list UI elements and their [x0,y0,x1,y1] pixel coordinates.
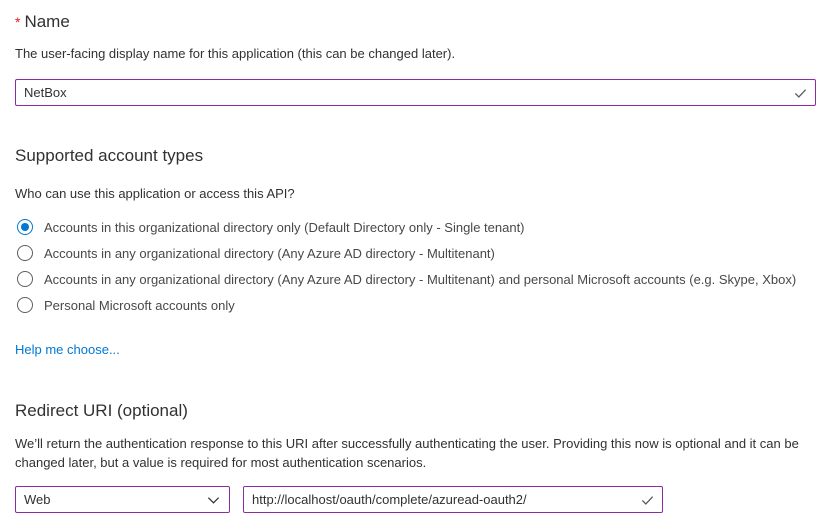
platform-dropdown-value: Web [24,492,51,507]
radio-option[interactable] [15,266,816,292]
name-title-text: Name [24,12,70,31]
radio-option[interactable] [15,214,816,240]
radio-option[interactable] [15,292,816,318]
required-asterisk: * [15,14,21,30]
radio-option-label: Personal Microsoft accounts only [44,297,235,313]
chevron-down-icon [206,492,221,507]
redirect-uri-title: Redirect URI (optional) [15,401,188,420]
radio-button[interactable] [17,271,33,287]
radio-option-label: Accounts in any organizational directory (Any Azure AD directory - Multitenant) and personal Microsoft accounts (e.g. Skype, Xbox) [44,271,797,287]
radio-button[interactable] [17,245,33,261]
redirect-uri-description: We’ll return the authentication response to this URI after successfully authenticating the user. Providing this now is optional and it can be changed later, but a value is required for most authentication scenarios. [15,436,799,470]
radio-option-label: Accounts in any organizational directory (Any Azure AD directory - Multitenant) [44,245,495,261]
redirect-uri-input[interactable] [243,486,663,513]
radio-button[interactable] [17,297,33,313]
radio-option-label: Accounts in this organizational directory only (Default Directory only - Single tenant) [44,219,525,235]
name-description: The user-facing display name for this application (this can be changed later). [15,46,456,61]
account-type-options [15,214,816,318]
help-me-choose-link[interactable]: Help me choose... [15,342,120,357]
name-input[interactable] [15,79,816,106]
uri-field-wrap [243,486,663,513]
radio-option[interactable] [15,240,816,266]
account-types-title: Supported account types [15,146,204,165]
account-types-question: Who can use this application or access this API? [15,186,295,201]
radio-button[interactable] [17,219,33,235]
platform-dropdown[interactable] [15,486,230,513]
name-field-wrap [15,79,816,106]
name-section-title [15,12,816,32]
redirect-uri-row [15,486,816,513]
